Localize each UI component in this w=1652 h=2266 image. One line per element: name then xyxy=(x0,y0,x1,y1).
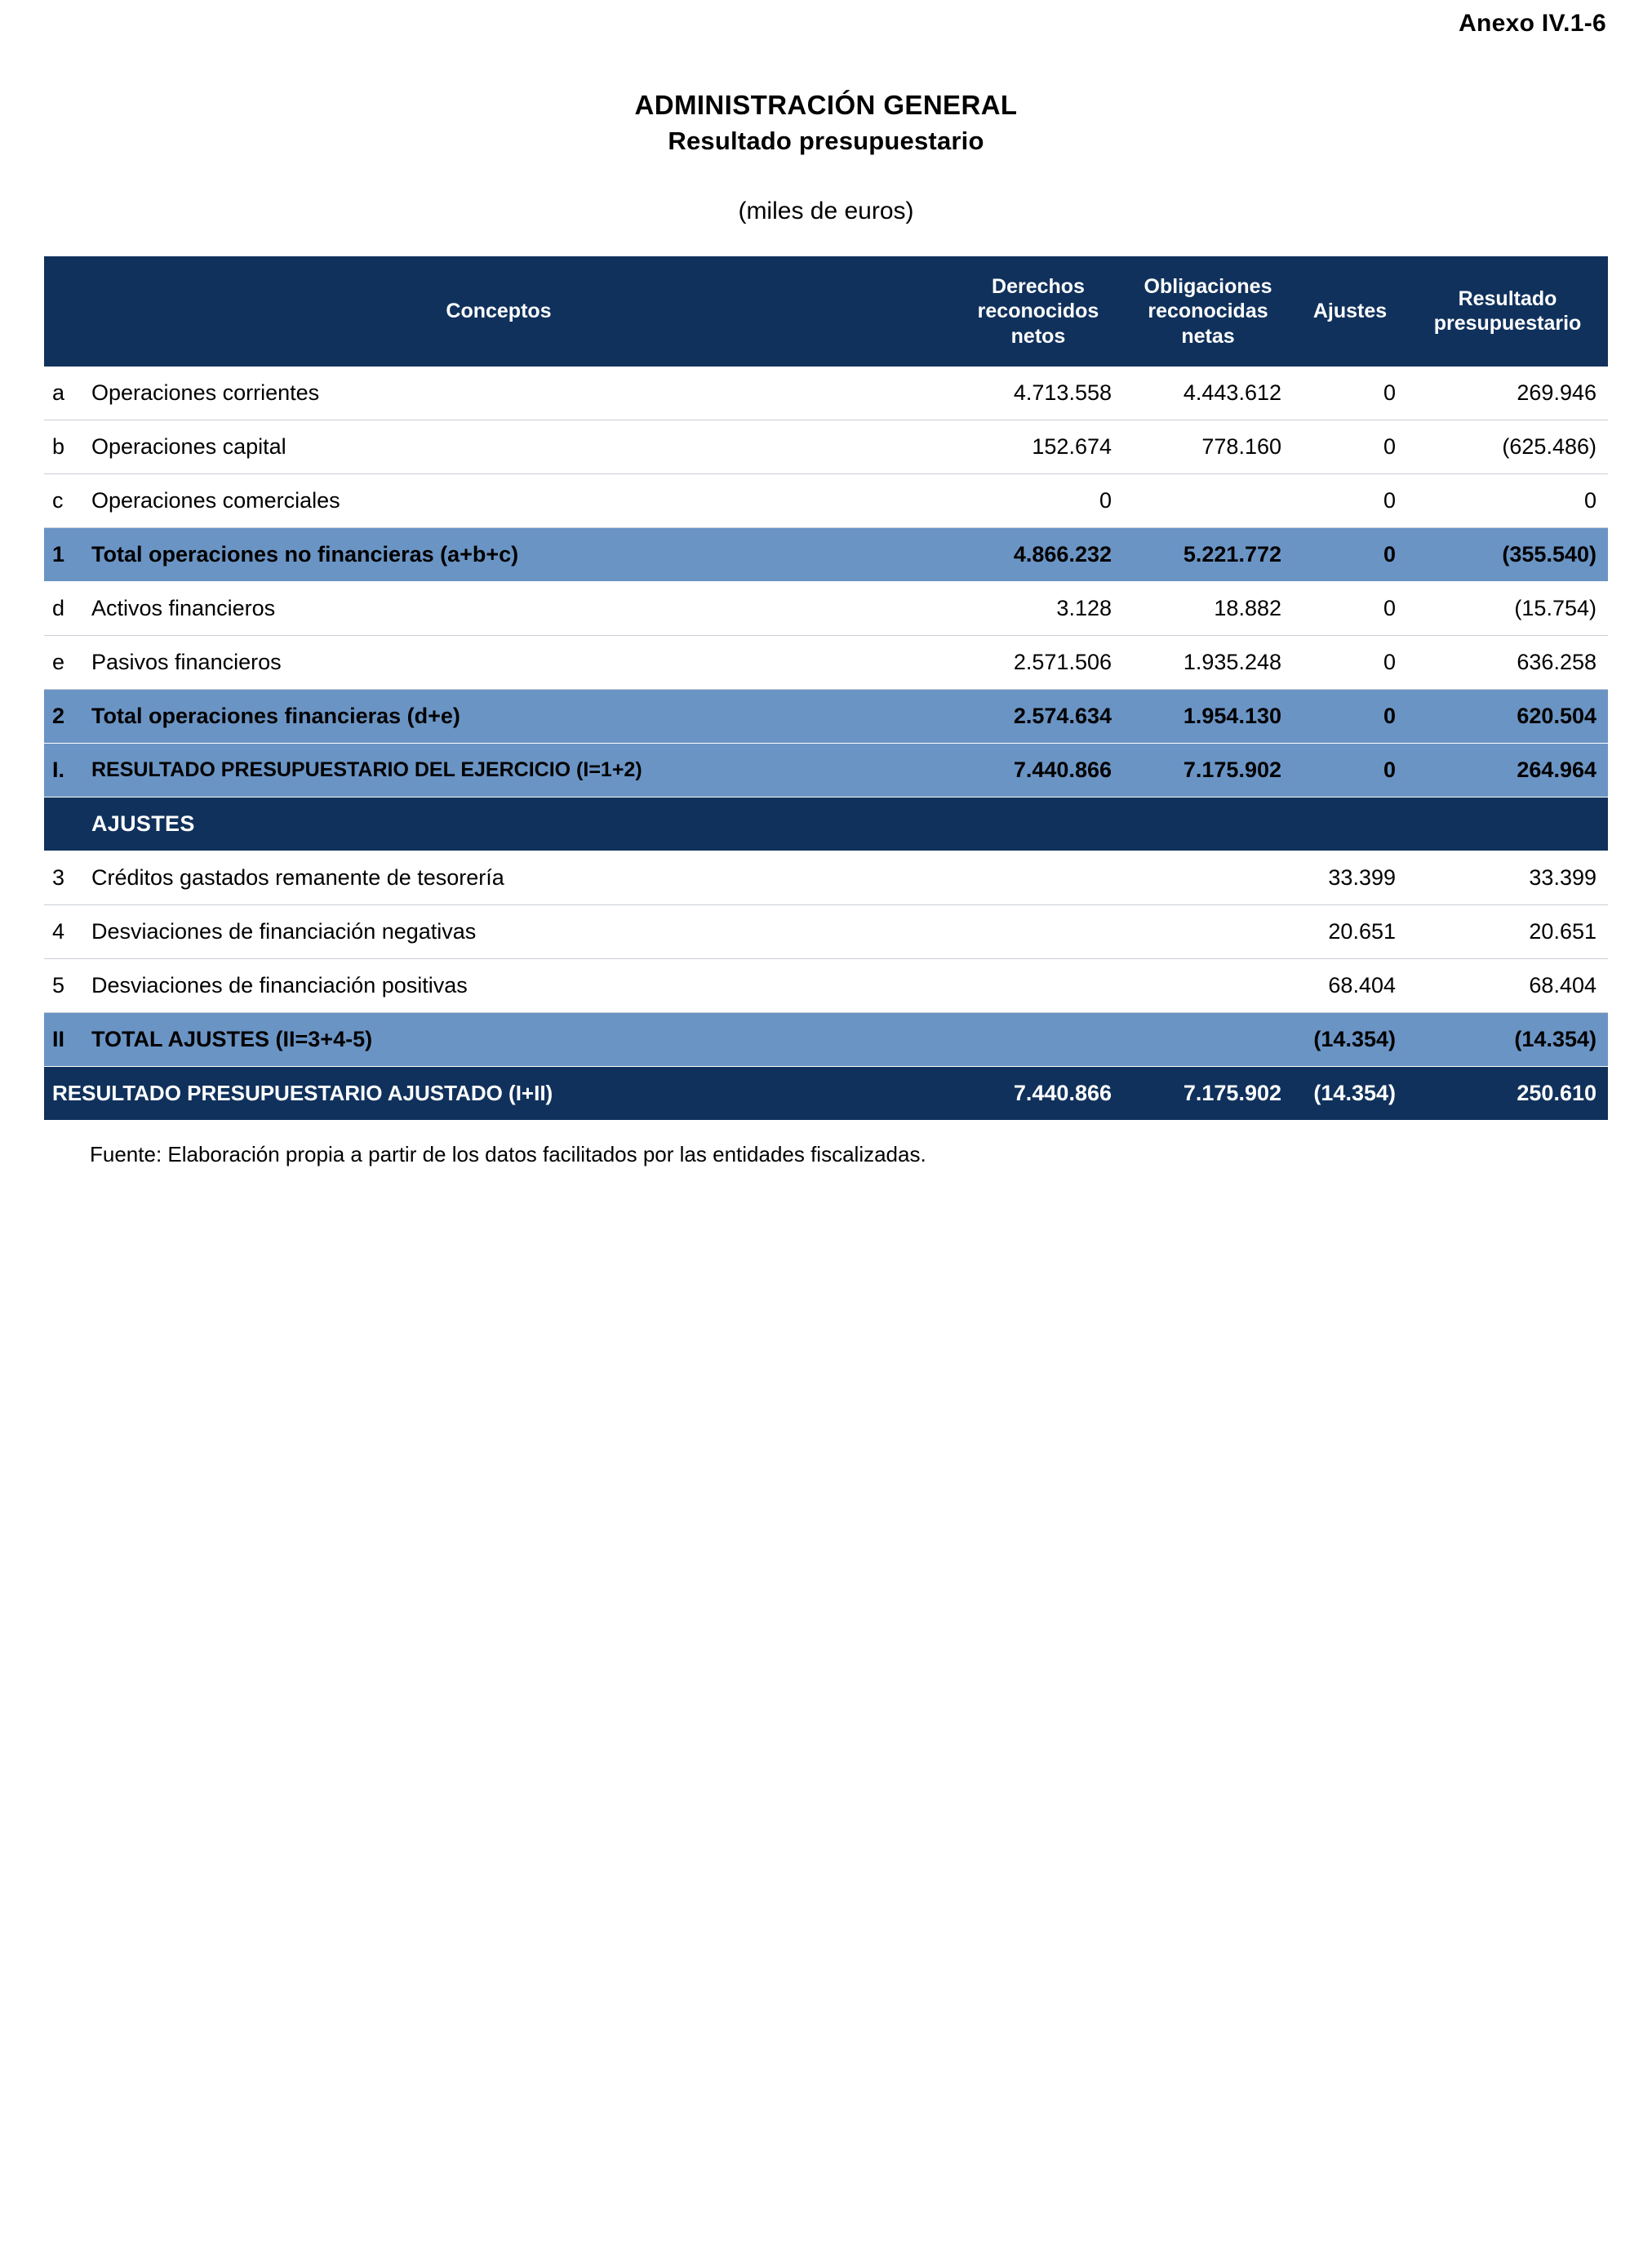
row-code: 3 xyxy=(44,851,83,905)
row-concept: Desviaciones de financiación positivas xyxy=(83,959,953,1013)
row-code: b xyxy=(44,420,83,474)
table-row xyxy=(44,1067,1608,1121)
column-header-obligaciones: Obligaciones reconocidas netas xyxy=(1123,256,1293,367)
table-container xyxy=(0,256,1652,1122)
row-concept: Total operaciones no financieras (a+b+c) xyxy=(83,528,953,582)
row-resultado: (355.540) xyxy=(1407,528,1608,582)
row-derechos xyxy=(953,1013,1123,1067)
row-concept: RESULTADO PRESUPUESTARIO DEL EJERCICIO (I=1+2) xyxy=(83,744,953,798)
row-obligaciones xyxy=(1123,1013,1293,1067)
row-obligaciones xyxy=(1123,474,1293,528)
row-derechos: 7.440.866 xyxy=(953,744,1123,798)
row-resultado: 636.258 xyxy=(1407,636,1608,690)
row-code xyxy=(44,798,83,851)
row-obligaciones: 1.954.130 xyxy=(1123,690,1293,744)
table-row xyxy=(44,636,1608,690)
row-derechos: 152.674 xyxy=(953,420,1123,474)
row-obligaciones: 1.935.248 xyxy=(1123,636,1293,690)
row-resultado: (15.754) xyxy=(1407,582,1608,636)
row-code: 1 xyxy=(44,528,83,582)
table-row xyxy=(44,474,1608,528)
row-resultado: (625.486) xyxy=(1407,420,1608,474)
units-label: (miles de euros) xyxy=(738,197,914,224)
table-row xyxy=(44,959,1608,1013)
row-ajustes: 0 xyxy=(1293,744,1407,798)
table-header xyxy=(44,256,1608,367)
row-derechos: 2.571.506 xyxy=(953,636,1123,690)
row-code: II xyxy=(44,1013,83,1067)
row-obligaciones: 4.443.612 xyxy=(1123,367,1293,420)
table-row xyxy=(44,690,1608,744)
row-resultado: 33.399 xyxy=(1407,851,1608,905)
row-code: 2 xyxy=(44,690,83,744)
table-body xyxy=(44,367,1608,1121)
row-ajustes: 0 xyxy=(1293,474,1407,528)
row-ajustes: 0 xyxy=(1293,582,1407,636)
row-derechos: 3.128 xyxy=(953,582,1123,636)
table-row xyxy=(44,582,1608,636)
page-subtitle: Resultado presupuestario xyxy=(668,127,984,156)
row-ajustes: 0 xyxy=(1293,690,1407,744)
row-obligaciones xyxy=(1123,959,1293,1013)
row-obligaciones: 5.221.772 xyxy=(1123,528,1293,582)
row-code: d xyxy=(44,582,83,636)
row-ajustes: (14.354) xyxy=(1293,1013,1407,1067)
row-code: 4 xyxy=(44,905,83,959)
row-ajustes: 0 xyxy=(1293,420,1407,474)
column-header-ajustes: Ajustes xyxy=(1293,256,1407,367)
row-concept: Operaciones capital xyxy=(83,420,953,474)
row-code: I. xyxy=(44,744,83,798)
row-derechos xyxy=(953,851,1123,905)
table-row xyxy=(44,798,1608,851)
column-header-derechos: Derechos reconocidos netos xyxy=(953,256,1123,367)
table-row xyxy=(44,367,1608,420)
row-resultado: 264.964 xyxy=(1407,744,1608,798)
row-derechos: 2.574.634 xyxy=(953,690,1123,744)
row-code: c xyxy=(44,474,83,528)
row-ajustes: 0 xyxy=(1293,528,1407,582)
row-ajustes xyxy=(1293,798,1407,851)
table-row xyxy=(44,905,1608,959)
row-obligaciones xyxy=(1123,851,1293,905)
row-resultado: (14.354) xyxy=(1407,1013,1608,1067)
row-derechos xyxy=(953,905,1123,959)
row-resultado: 0 xyxy=(1407,474,1608,528)
table-row xyxy=(44,851,1608,905)
table-row xyxy=(44,744,1608,798)
row-concept: Activos financieros xyxy=(83,582,953,636)
row-ajustes: 0 xyxy=(1293,367,1407,420)
row-concept: Créditos gastados remanente de tesorería xyxy=(83,851,953,905)
row-derechos xyxy=(953,959,1123,1013)
row-resultado: 20.651 xyxy=(1407,905,1608,959)
row-obligaciones: 778.160 xyxy=(1123,420,1293,474)
row-derechos: 4.713.558 xyxy=(953,367,1123,420)
row-concept: Pasivos financieros xyxy=(83,636,953,690)
annex-label: Anexo IV.1-6 xyxy=(1459,10,1606,37)
row-derechos: 7.440.866 xyxy=(953,1067,1123,1121)
table-row xyxy=(44,1013,1608,1067)
row-concept: TOTAL AJUSTES (II=3+4-5) xyxy=(83,1013,953,1067)
page-title: ADMINISTRACIÓN GENERAL xyxy=(634,90,1018,120)
column-header-resultado: Resultado presupuestario xyxy=(1407,256,1608,367)
row-obligaciones xyxy=(1123,905,1293,959)
row-ajustes: 68.404 xyxy=(1293,959,1407,1013)
row-concept: Total operaciones financieras (d+e) xyxy=(83,690,953,744)
row-concept: Desviaciones de financiación negativas xyxy=(83,905,953,959)
row-ajustes: 0 xyxy=(1293,636,1407,690)
row-resultado: 68.404 xyxy=(1407,959,1608,1013)
row-obligaciones: 7.175.902 xyxy=(1123,744,1293,798)
row-code: e xyxy=(44,636,83,690)
row-derechos: 4.866.232 xyxy=(953,528,1123,582)
row-code: 5 xyxy=(44,959,83,1013)
source-note: Fuente: Elaboración propia a partir de los datos facilitados por las entidades fiscalizadas. xyxy=(90,1142,926,1167)
row-resultado: 620.504 xyxy=(1407,690,1608,744)
row-resultado xyxy=(1407,798,1608,851)
row-obligaciones: 18.882 xyxy=(1123,582,1293,636)
row-ajustes: 33.399 xyxy=(1293,851,1407,905)
budget-result-table xyxy=(44,256,1608,1122)
row-concept: AJUSTES xyxy=(83,798,1293,851)
row-resultado: 269.946 xyxy=(1407,367,1608,420)
row-obligaciones: 7.175.902 xyxy=(1123,1067,1293,1121)
table-row xyxy=(44,420,1608,474)
row-ajustes: (14.354) xyxy=(1293,1067,1407,1121)
row-code: a xyxy=(44,367,83,420)
row-concept: Operaciones corrientes xyxy=(83,367,953,420)
row-derechos: 0 xyxy=(953,474,1123,528)
row-ajustes: 20.651 xyxy=(1293,905,1407,959)
row-concept: RESULTADO PRESUPUESTARIO AJUSTADO (I+II) xyxy=(44,1067,953,1121)
row-resultado: 250.610 xyxy=(1407,1067,1608,1121)
table-row xyxy=(44,528,1608,582)
row-concept: Operaciones comerciales xyxy=(83,474,953,528)
title-block xyxy=(0,0,1652,158)
column-header-concepts: Conceptos xyxy=(44,256,953,367)
header-row xyxy=(44,256,1608,367)
